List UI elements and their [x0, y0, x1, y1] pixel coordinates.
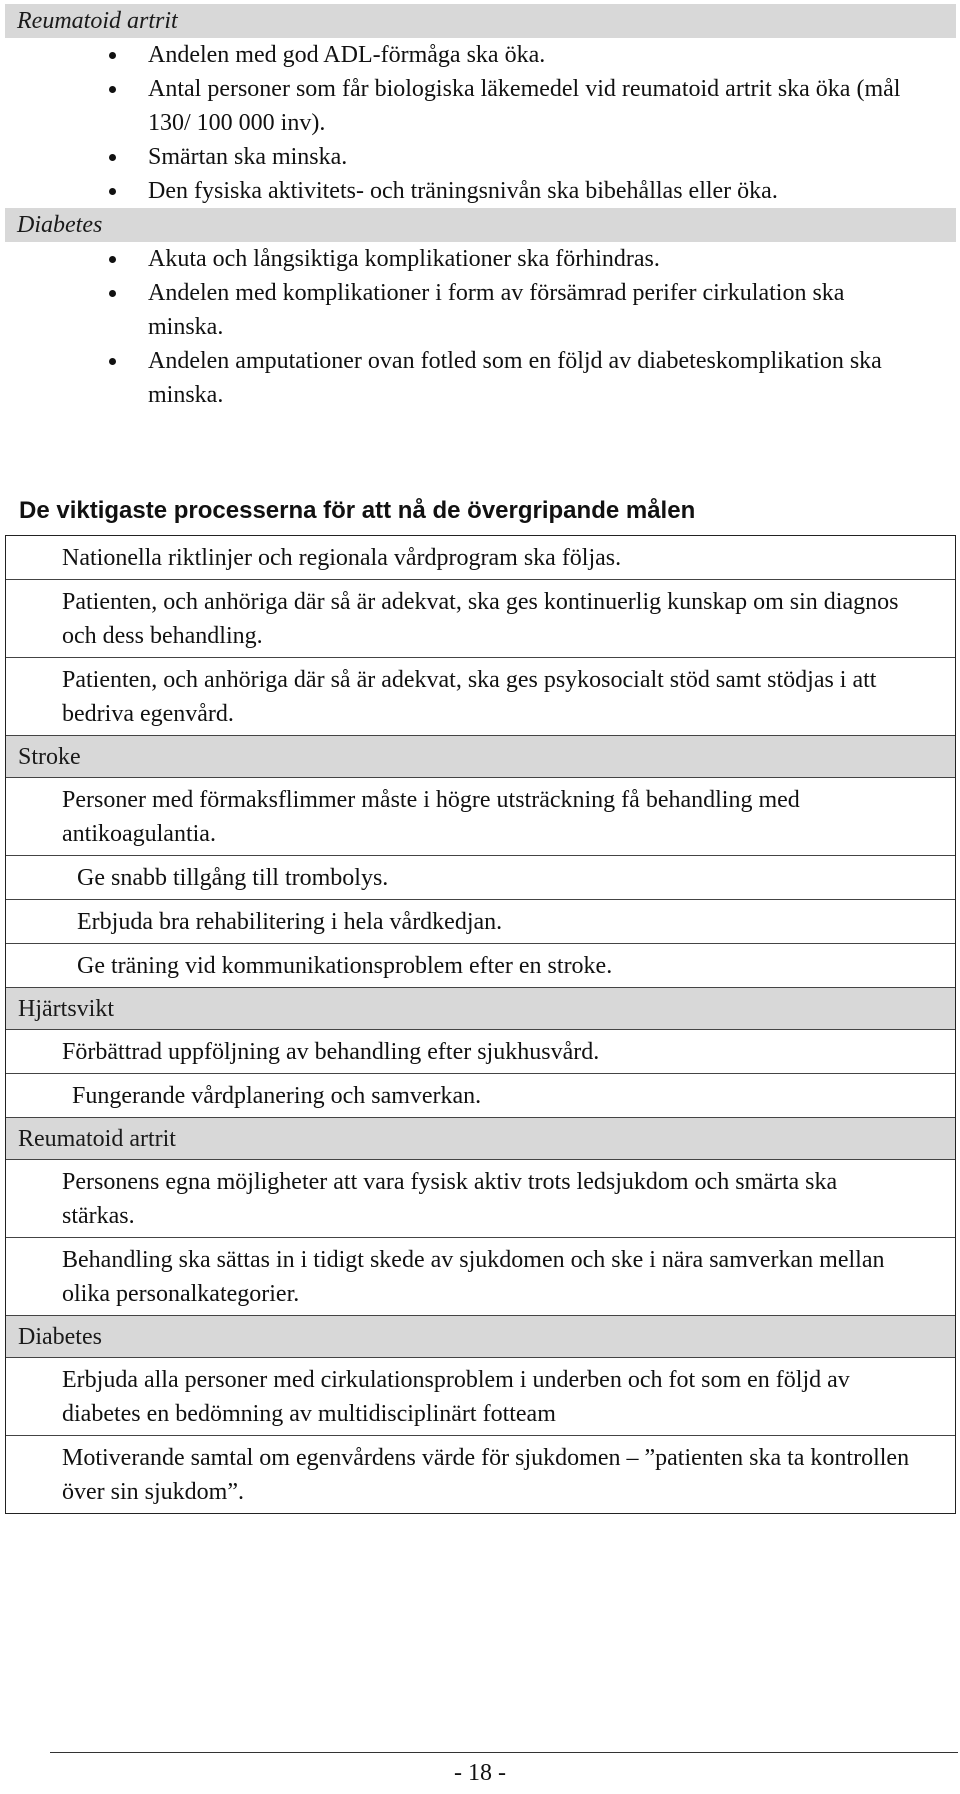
process-row: Patienten, och anhöriga där så är adekvat, ska ges kontinuerlig kunskap om sin diagnos och dess behandling. [6, 580, 955, 658]
process-row: Personens egna möjligheter att vara fysisk aktiv trots ledsjukdom och smärta ska stärkas. [6, 1160, 955, 1238]
process-row: Ge träning vid kommunikationsproblem efter en stroke. [6, 944, 955, 988]
bullet-item: Akuta och långsiktiga komplikationer ska förhindras. [5, 242, 956, 276]
bullet-list-diabetes [5, 242, 956, 412]
category-header-hjartsvikt: Hjärtsvikt [6, 988, 955, 1030]
bullet-item: Andelen amputationer ovan fotled som en följd av diabeteskomplikation ska minska. [5, 344, 956, 412]
bullet-icon [109, 188, 116, 195]
bullet-item: Antal personer som får biologiska läkemedel vid reumatoid artrit ska öka (mål 130/ 100 000 inv). [5, 72, 956, 140]
page-number: - 18 - [454, 1760, 506, 1786]
bullet-list-reumatoid-artrit [5, 38, 956, 208]
process-row: Erbjuda alla personer med cirkulationsproblem i underben och fot som en följd av diabetes en bedömning av multidisciplinärt fotteam [6, 1358, 955, 1436]
category-header-diabetes: Diabetes [6, 1316, 955, 1358]
process-row: Patienten, och anhöriga där så är adekvat, ska ges psykosocialt stöd samt stödjas i att bedriva egenvård. [6, 658, 955, 736]
process-row: Nationella riktlinjer och regionala vårdprogram ska följas. [6, 536, 955, 580]
bullet-icon [109, 290, 116, 297]
section-header-diabetes: Diabetes [5, 208, 956, 242]
process-row: Personer med förmaksflimmer måste i högre utsträckning få behandling med antikoagulantia. [6, 778, 955, 856]
category-header-reumatoid-artrit: Reumatoid artrit [6, 1118, 955, 1160]
processes-title: De viktigaste processerna för att nå de övergripande målen [19, 497, 696, 524]
section-header-reumatoid-artrit: Reumatoid artrit [5, 4, 956, 38]
processes-table [5, 535, 956, 1514]
bullet-icon [109, 358, 116, 365]
bullet-icon [109, 154, 116, 161]
bullet-icon [109, 86, 116, 93]
bullet-item: Andelen med god ADL-förmåga ska öka. [5, 38, 956, 72]
category-header-stroke: Stroke [6, 736, 955, 778]
goals-list [5, 4, 956, 412]
bullet-item: Den fysiska aktivitets- och träningsnivån ska bibehållas eller öka. [5, 174, 956, 208]
footer-divider [50, 1752, 958, 1753]
process-row: Fungerande vårdplanering och samverkan. [6, 1074, 955, 1118]
bullet-item: Andelen med komplikationer i form av försämrad perifer cirkulation ska minska. [5, 276, 956, 344]
process-row: Ge snabb tillgång till trombolys. [6, 856, 955, 900]
process-row: Behandling ska sättas in i tidigt skede av sjukdomen och ske i nära samverkan mellan olika personalkategorier. [6, 1238, 955, 1316]
bullet-item: Smärtan ska minska. [5, 140, 956, 174]
process-row: Erbjuda bra rehabilitering i hela vårdkedjan. [6, 900, 955, 944]
process-row: Motiverande samtal om egenvårdens värde för sjukdomen – ”patienten ska ta kontrollen över sin sjukdom”. [62, 1445, 910, 1505]
process-row: Förbättrad uppföljning av behandling efter sjukhusvård. [6, 1030, 955, 1074]
bullet-icon [109, 256, 116, 263]
bullet-icon [109, 52, 116, 59]
